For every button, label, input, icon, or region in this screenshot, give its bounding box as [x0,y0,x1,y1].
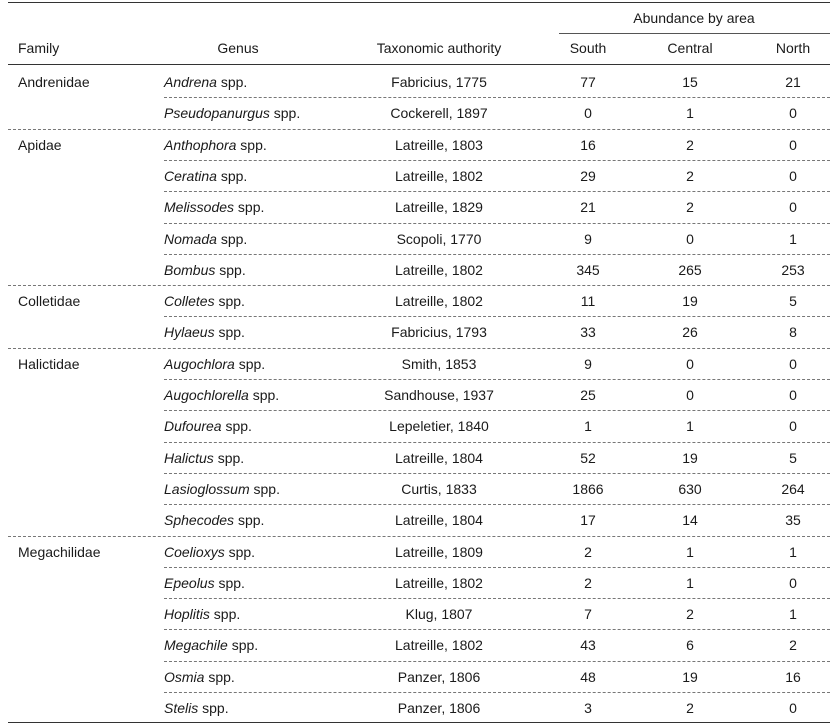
north-count: 0 [789,574,797,591]
genus-suffix: spp. [273,105,301,122]
family-cell: Halictidae [18,355,80,372]
north-count: 5 [789,449,797,466]
genus-suffix: spp. [217,449,245,466]
genus-cell [164,130,267,161]
genus-cell [164,161,247,192]
south-count: 25 [580,387,596,403]
genus-cell [164,67,247,98]
genus-suffix: spp. [240,136,267,153]
south-count: 9 [584,355,592,372]
genus-cell [164,255,246,286]
south-count: 11 [580,293,596,310]
south-count: 2 [584,543,592,560]
authority-cell: Latreille, 1802 [395,261,483,278]
family-cell: Colletidae [18,293,81,310]
authority-cell: Latreille, 1802 [395,293,483,310]
north-count: 35 [785,512,801,529]
genus-name: Andrena [164,74,217,90]
central-count: 19 [682,293,698,310]
central-count: 0 [686,230,694,247]
genus-name: Lasioglossum [164,480,250,497]
genus-suffix: spp. [220,167,248,184]
genus-suffix: spp. [202,700,229,716]
authority-cell: Fabricius, 1775 [391,74,487,90]
north-count: 0 [789,136,797,153]
south-count: 52 [580,449,596,466]
genus-name: Augochlora [164,355,235,372]
genus-cell [164,568,245,599]
family-cell: Andrenidae [18,74,90,90]
south-count: 16 [580,136,596,153]
north-count: 0 [789,418,797,435]
genus-name: Halictus [164,449,214,466]
central-count: 630 [678,480,702,497]
genus-suffix: spp. [253,480,280,497]
central-count: 26 [682,324,698,341]
genus-cell [164,599,240,630]
genus-name: Epeolus [164,574,215,591]
north-count: 264 [781,480,805,497]
genus-name: Melissodes [164,199,235,216]
south-count: 9 [584,230,592,247]
central-count: 1 [686,418,694,435]
header-north: North [775,40,811,56]
central-count: 2 [686,700,694,716]
genus-cell [164,317,245,348]
north-count: 253 [781,261,805,278]
top-rule [8,2,830,3]
authority-cell: Panzer, 1806 [397,668,481,685]
north-count: 0 [789,700,797,716]
north-count: 1 [789,606,797,623]
south-count: 33 [580,324,596,341]
bottom-rule [8,722,830,723]
south-count: 1 [584,418,592,435]
authority-cell: Smith, 1853 [401,355,477,372]
authority-cell: Latreille, 1804 [395,512,483,529]
genus-cell [164,505,264,536]
header-central: Central [667,40,713,56]
genus-name: Stelis [164,700,199,716]
central-count: 2 [686,606,694,623]
genus-suffix: spp. [213,606,241,623]
genus-suffix: spp. [220,230,248,247]
genus-cell [164,192,264,223]
header-genus: Genus [217,40,259,56]
authority-cell: Klug, 1807 [405,606,473,623]
genus-suffix: spp. [208,668,235,685]
central-count: 15 [682,74,698,90]
south-count: 29 [580,167,596,184]
authority-cell: Latreille, 1802 [395,167,483,184]
south-count: 77 [580,74,596,90]
genus-name: Dufourea [164,418,222,435]
authority-cell: Latreille, 1804 [395,449,483,466]
genus-cell [164,474,280,505]
genus-suffix: spp. [238,355,266,372]
central-count: 6 [686,637,694,654]
north-count: 0 [789,387,797,403]
south-count: 17 [580,512,596,529]
genus-suffix: spp. [252,387,280,403]
authority-cell: Latreille, 1803 [395,136,483,153]
genus-suffix: spp. [220,74,248,90]
central-count: 2 [686,199,694,216]
genus-name: Colletes [164,293,215,310]
north-count: 1 [789,230,797,247]
authority-cell: Panzer, 1806 [397,700,481,716]
genus-suffix: spp. [225,418,252,435]
central-count: 1 [686,574,694,591]
genus-cell [164,693,229,724]
central-count: 0 [686,387,694,403]
genus-suffix: spp. [237,199,265,216]
authority-cell: Latreille, 1802 [395,637,483,654]
genus-suffix: spp. [231,637,259,654]
family-cell: Apidae [18,136,62,153]
header-authority: Taxonomic authority [376,40,502,56]
south-count: 1866 [572,480,604,497]
authority-cell: Fabricius, 1793 [391,324,487,341]
header-group-label: Abundance by area [633,10,755,26]
authority-cell: Lepeletier, 1840 [389,418,489,435]
genus-cell [164,349,265,380]
north-count: 0 [789,167,797,184]
genus-suffix: spp. [218,574,245,591]
south-count: 21 [580,199,596,216]
genus-suffix: spp. [218,324,245,341]
header-rule [8,64,830,65]
genus-name: Hylaeus [164,324,215,341]
family-cell: Megachilidae [18,543,101,560]
group-underline [559,33,830,34]
north-count: 1 [789,543,797,560]
genus-suffix: spp. [228,543,256,560]
genus-suffix: spp. [237,512,265,529]
authority-cell: Sandhouse, 1937 [384,387,494,403]
authority-cell: Cockerell, 1897 [390,105,488,122]
north-count: 0 [789,105,797,122]
north-count: 21 [785,74,801,90]
north-count: 5 [789,293,797,310]
genus-name: Osmia [164,668,205,685]
south-count: 345 [576,261,600,278]
authority-cell: Latreille, 1802 [395,574,483,591]
header-family: Family [18,40,60,56]
genus-cell [164,411,252,442]
central-count: 2 [686,136,694,153]
genus-cell [164,380,279,411]
genus-name: Megachile [164,637,228,654]
genus-name: Pseudopanurgus [164,105,270,122]
north-count: 16 [785,668,801,685]
central-count: 14 [682,512,698,529]
header-south: South [569,40,607,56]
genus-cell [164,662,235,693]
south-count: 7 [584,606,592,623]
authority-cell: Latreille, 1809 [395,543,483,560]
north-count: 0 [789,355,797,372]
south-count: 2 [584,574,592,591]
authority-cell: Scopoli, 1770 [396,230,482,247]
genus-name: Hoplitis [164,606,210,623]
south-count: 0 [584,105,592,122]
genus-cell [164,224,247,255]
central-count: 265 [678,261,702,278]
central-count: 1 [686,105,694,122]
north-count: 8 [789,324,797,341]
genus-name: Nomada [164,230,217,247]
genus-name: Sphecodes [164,512,235,529]
genus-name: Ceratina [164,167,217,184]
genus-cell [164,443,244,474]
south-count: 43 [580,637,596,654]
genus-cell [164,537,255,568]
authority-cell: Curtis, 1833 [401,480,477,497]
central-count: 2 [686,167,694,184]
genus-cell [164,98,300,129]
south-count: 3 [584,700,592,716]
genus-name: Coelioxys [164,543,225,560]
central-count: 19 [682,668,698,685]
genus-cell [164,630,258,661]
genus-name: Anthophora [164,136,237,153]
genus-suffix: spp. [219,261,246,278]
genus-name: Bombus [164,261,216,278]
authority-cell: Latreille, 1829 [395,199,483,216]
central-count: 1 [686,543,694,560]
north-count: 2 [789,637,797,654]
central-count: 0 [686,355,694,372]
genus-cell [164,286,245,317]
genus-suffix: spp. [218,293,245,310]
genus-name: Augochlorella [164,387,249,403]
south-count: 48 [580,668,596,685]
north-count: 0 [789,199,797,216]
central-count: 19 [682,449,698,466]
